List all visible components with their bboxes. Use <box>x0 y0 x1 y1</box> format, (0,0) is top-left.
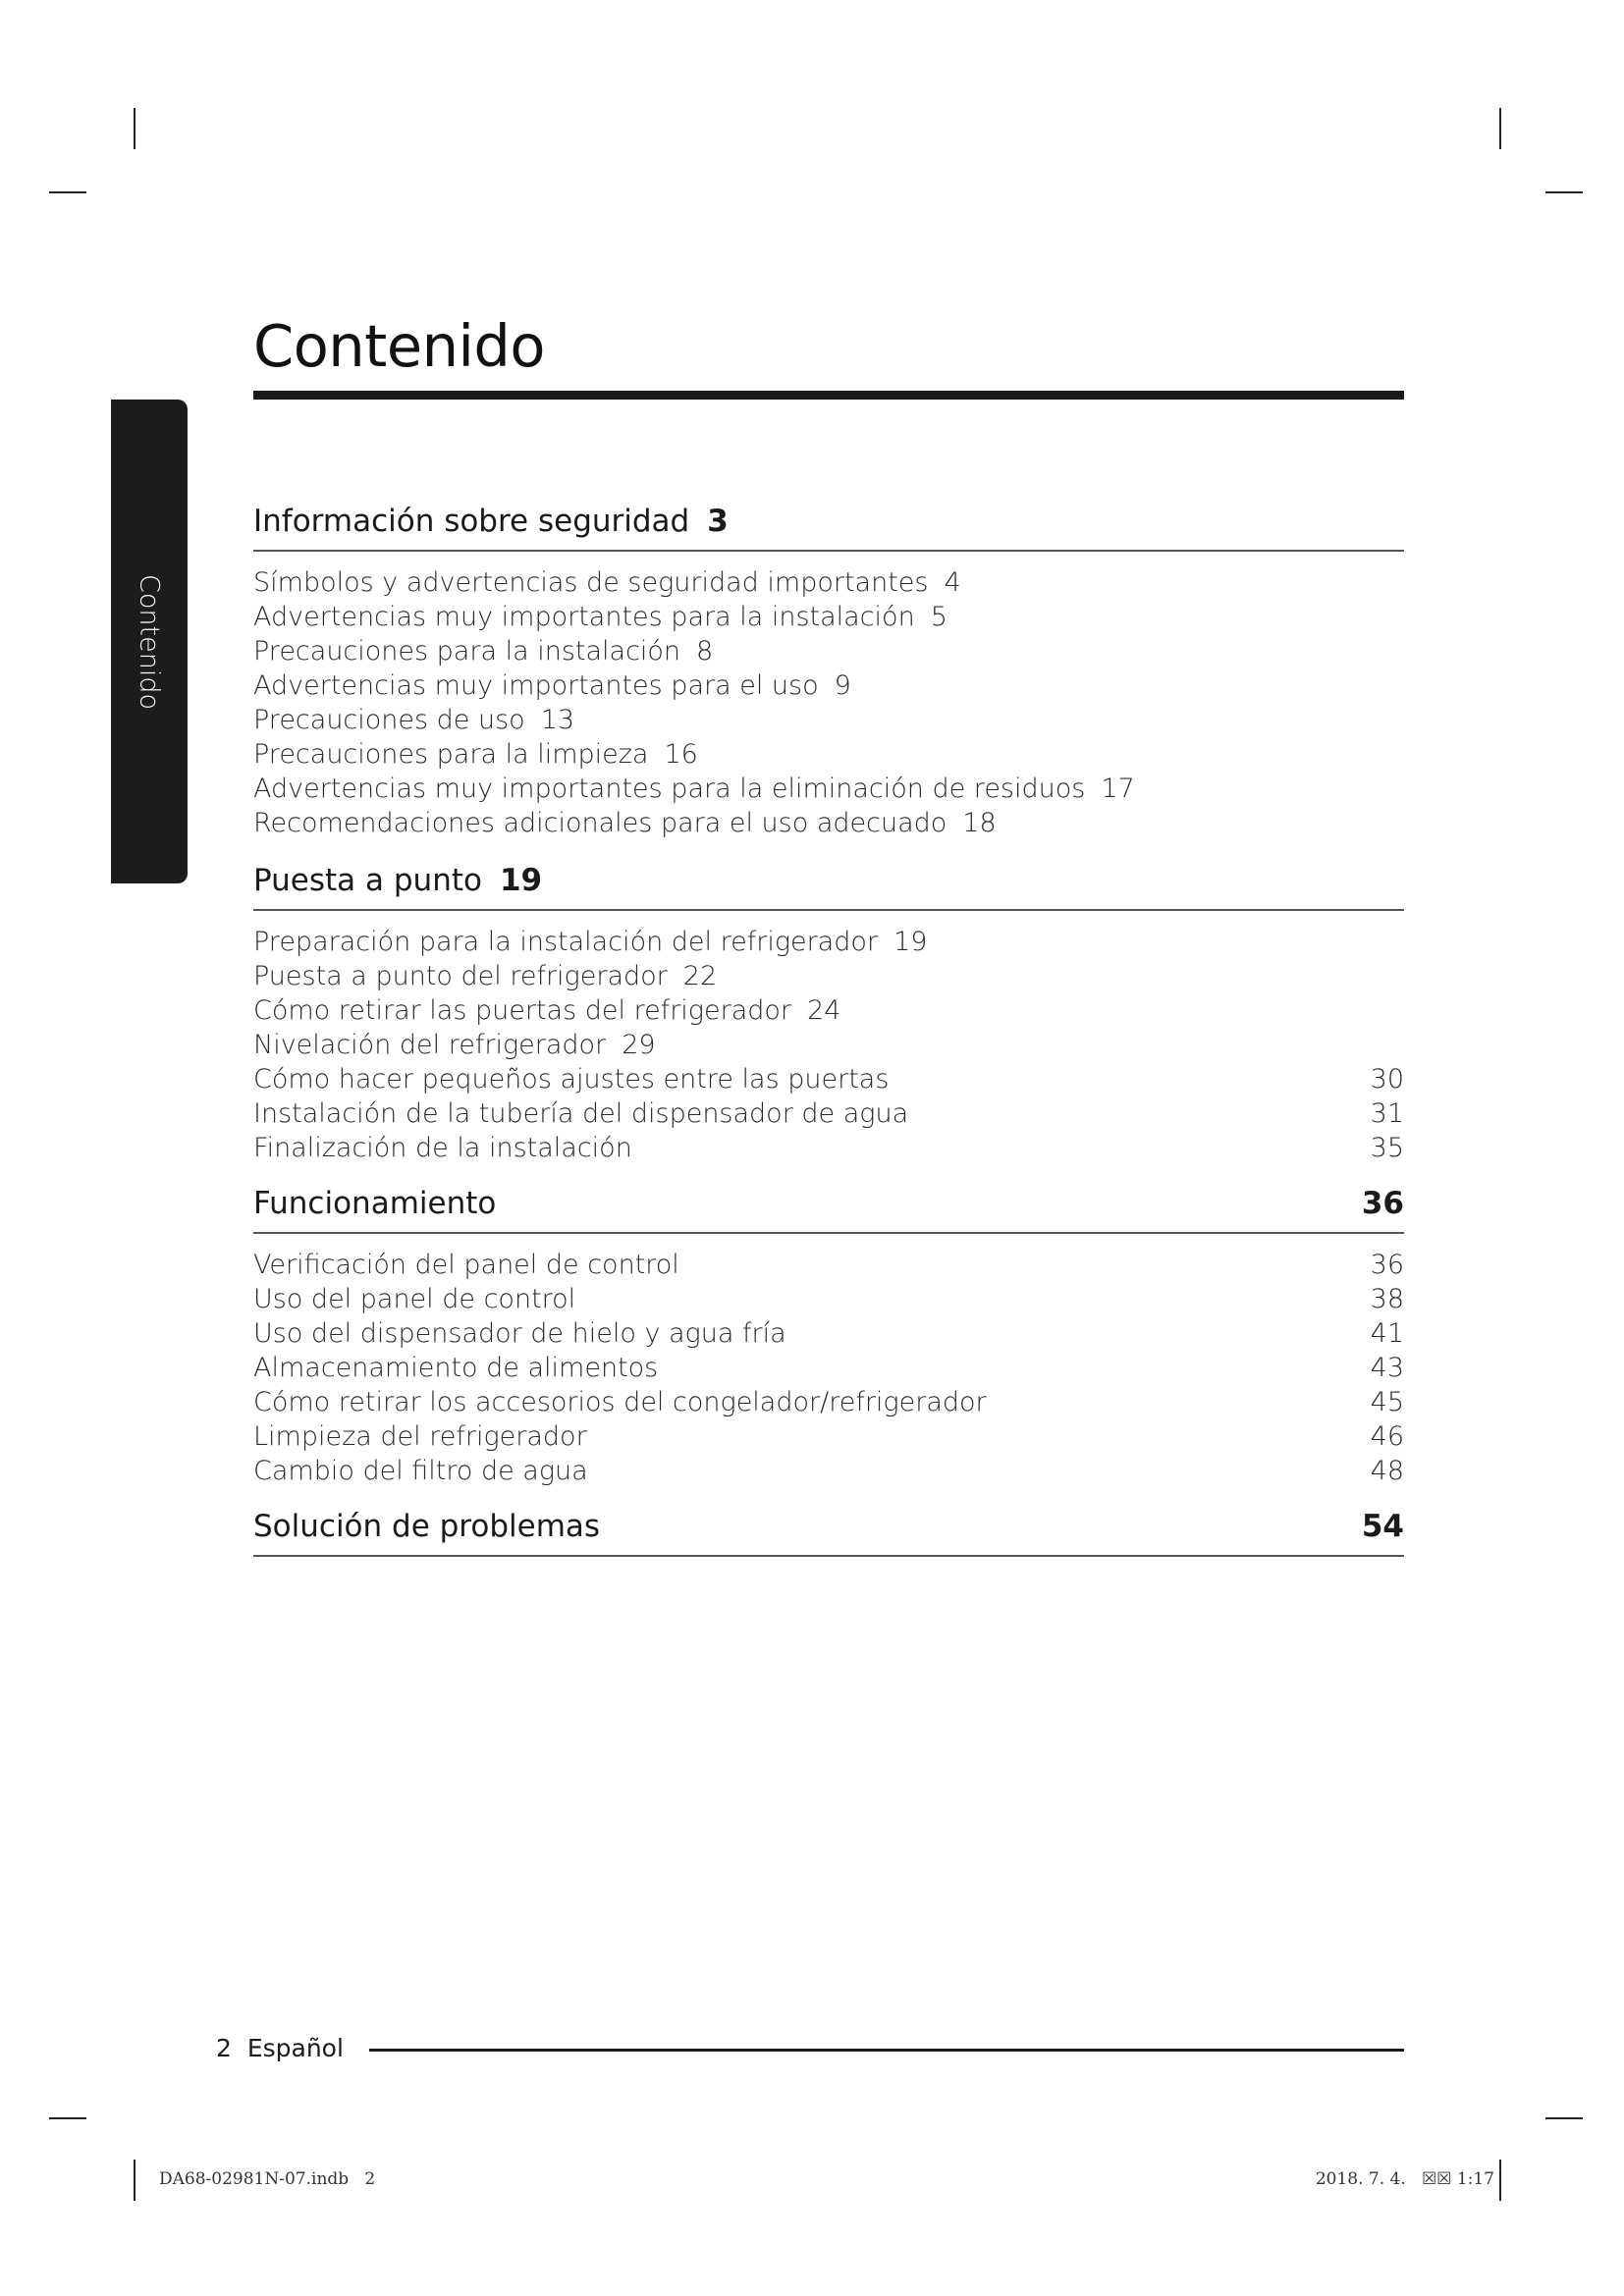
toc-item-page: 16 <box>664 739 698 770</box>
toc-item-label: Precauciones de uso <box>253 705 525 735</box>
toc-item-label: Uso del panel de control <box>253 1284 576 1314</box>
toc-item <box>253 806 1404 840</box>
toc-item <box>253 600 1404 634</box>
toc-section-operation <box>253 1186 1404 1488</box>
toc-item <box>253 668 1404 703</box>
toc-item-page: 17 <box>1101 774 1135 804</box>
toc-item-page: 24 <box>807 995 841 1026</box>
toc-item-page: 45 <box>1370 1387 1404 1417</box>
toc-item-page: 31 <box>1370 1098 1404 1129</box>
footer-page-label <box>216 2034 344 2062</box>
section-heading <box>253 863 1404 911</box>
toc-item-page: 30 <box>1370 1064 1404 1095</box>
toc-item <box>253 1351 1404 1385</box>
toc-item <box>253 1096 1404 1131</box>
section-page: 54 <box>1361 1509 1404 1544</box>
toc-item-page: 35 <box>1370 1133 1404 1163</box>
section-title: Puesta a punto <box>253 863 482 898</box>
toc-item-page: 41 <box>1370 1318 1404 1349</box>
toc-item-page: 43 <box>1370 1353 1404 1383</box>
toc-item-page: 8 <box>696 636 714 667</box>
side-tab-label: Contenido <box>134 573 165 710</box>
toc-item <box>253 1131 1404 1165</box>
section-heading <box>253 1186 1404 1234</box>
toc-item-label: Cómo retirar los accesorios del congelador/refrigerador <box>253 1387 987 1417</box>
toc-item-label: Precauciones para la limpieza <box>253 739 649 770</box>
crop-mark <box>1499 108 1501 149</box>
footer-rule <box>369 2049 1404 2052</box>
toc-item-label: Finalización de la instalación <box>253 1133 632 1163</box>
toc-item <box>253 959 1404 993</box>
toc-item-label: Puesta a punto del refrigerador <box>253 961 668 991</box>
print-slug-file: DA68-02981N-07.indb 2 <box>159 2169 376 2189</box>
toc-item-page: 5 <box>930 602 947 632</box>
toc-item <box>253 925 1404 959</box>
toc-item <box>253 1385 1404 1419</box>
toc-section-troubleshooting <box>253 1509 1404 1557</box>
toc-section-setup <box>253 863 1404 1165</box>
toc-item-page: 46 <box>1370 1421 1404 1452</box>
section-heading <box>253 504 1404 552</box>
toc-item-label: Recomendaciones adicionales para el uso adecuado <box>253 808 947 838</box>
section-heading <box>253 1509 1404 1557</box>
print-slug-datetime: 2018. 7. 4. ☒☒ 1:17 <box>1315 2169 1494 2189</box>
toc-item-label: Nivelación del refrigerador <box>253 1030 607 1060</box>
toc-item-page: 22 <box>682 961 718 991</box>
toc-item-page: 48 <box>1370 1456 1404 1486</box>
toc-item-label: Advertencias muy importantes para la eliminación de residuos <box>253 774 1086 804</box>
toc-item <box>253 993 1404 1028</box>
crop-mark <box>1545 191 1583 193</box>
toc-item-page: 18 <box>962 808 997 838</box>
toc-item-label: Símbolos y advertencias de seguridad importantes <box>253 567 929 598</box>
toc-item-page: 19 <box>893 927 928 957</box>
toc-item-page: 4 <box>944 567 961 598</box>
section-page: 19 <box>499 863 543 898</box>
toc-item-label: Cambio del filtro de agua <box>253 1456 588 1486</box>
footer-language: Español <box>246 2034 344 2062</box>
toc-item <box>253 1248 1404 1282</box>
section-title: Solución de problemas <box>253 1509 601 1544</box>
toc-item-label: Limpieza del refrigerador <box>253 1421 587 1452</box>
section-title: Información sobre seguridad <box>253 504 690 539</box>
toc-item <box>253 1062 1404 1096</box>
crop-mark <box>49 2117 86 2119</box>
section-page: 3 <box>707 504 729 539</box>
toc-item-label: Cómo hacer pequeños ajustes entre las puertas <box>253 1064 890 1095</box>
title-rule <box>253 391 1404 400</box>
section-title: Funcionamiento <box>253 1186 497 1221</box>
toc-item <box>253 634 1404 668</box>
crop-mark <box>49 191 86 193</box>
toc-item <box>253 1282 1404 1316</box>
toc-item <box>253 737 1404 772</box>
toc-item-label: Verificación del panel de control <box>253 1250 679 1280</box>
side-tab <box>111 400 188 883</box>
page-title: Contenido <box>253 312 545 380</box>
toc-item <box>253 565 1404 600</box>
toc-item <box>253 1316 1404 1351</box>
toc-item <box>253 772 1404 806</box>
toc-item-label: Uso del dispensador de hielo y agua fría <box>253 1318 786 1349</box>
toc-item-label: Cómo retirar las puertas del refrigerador <box>253 995 792 1026</box>
toc-item-label: Precauciones para la instalación <box>253 636 681 667</box>
toc-item-label: Advertencias muy importantes para el uso <box>253 670 819 701</box>
toc-item-label: Advertencias muy importantes para la instalación <box>253 602 915 632</box>
toc-item-page: 36 <box>1370 1250 1404 1280</box>
crop-mark <box>1545 2117 1583 2119</box>
crop-mark <box>134 108 135 149</box>
toc-item <box>253 1028 1404 1062</box>
toc-item-page: 38 <box>1370 1284 1404 1314</box>
toc-section-safety <box>253 504 1404 840</box>
crop-mark <box>1499 2160 1501 2201</box>
section-page: 36 <box>1361 1186 1404 1221</box>
toc-item-label: Instalación de la tubería del dispensador de agua <box>253 1098 909 1129</box>
toc-item <box>253 1419 1404 1454</box>
toc-item <box>253 703 1404 737</box>
toc-item-page: 29 <box>622 1030 656 1060</box>
toc-item-label: Almacenamiento de alimentos <box>253 1353 659 1383</box>
toc-item <box>253 1454 1404 1488</box>
toc-item-label: Preparación para la instalación del refrigerador <box>253 927 879 957</box>
crop-mark <box>134 2160 135 2201</box>
toc-item-page: 13 <box>540 705 575 735</box>
footer-page-number: 2 <box>216 2034 232 2062</box>
toc-item-page: 9 <box>834 670 851 701</box>
